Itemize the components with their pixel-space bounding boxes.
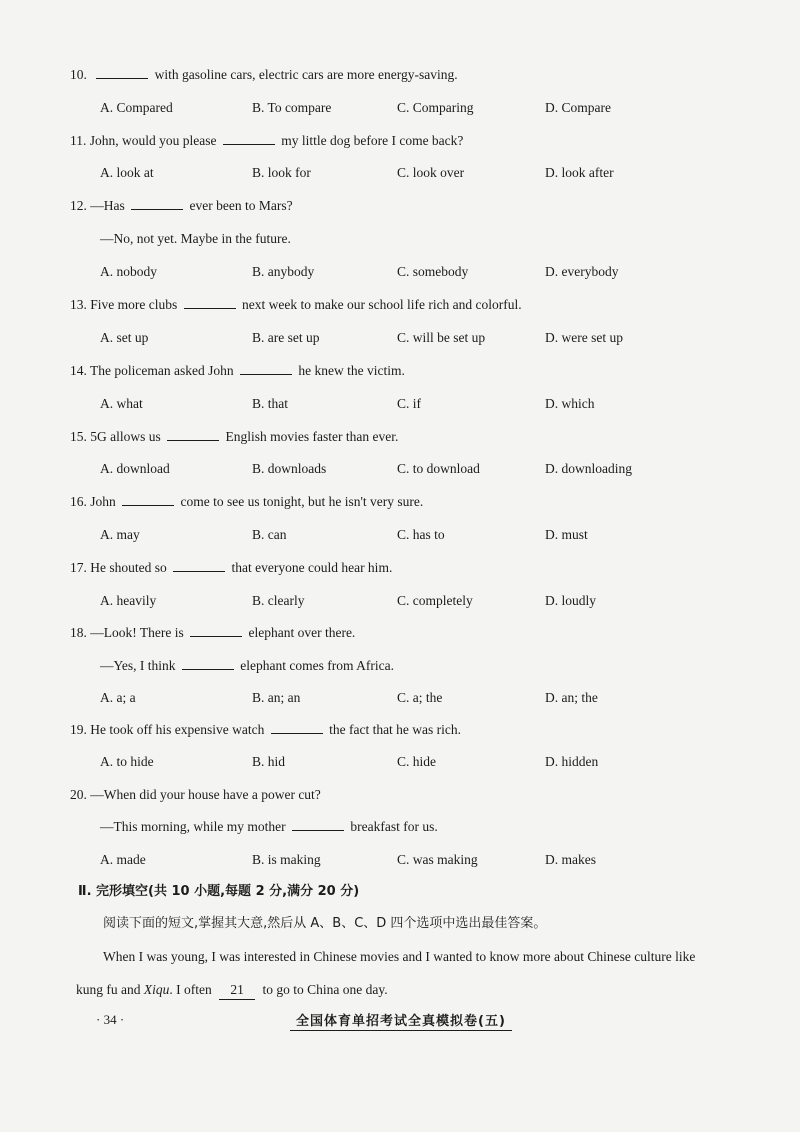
- option-a: A. Compared: [100, 100, 173, 115]
- option-c: C. was making: [397, 852, 478, 867]
- question-text-after: he knew the victim.: [298, 363, 405, 378]
- option-d: D. makes: [545, 852, 596, 867]
- question-16: [70, 493, 423, 511]
- section-instruction: 阅读下面的短文,掌握其大意,然后从 A、B、C、D 四个选项中选出最佳答案。: [103, 916, 547, 931]
- question-number: 17.: [70, 560, 87, 575]
- question-text-after: elephant over there.: [248, 625, 356, 640]
- option-b: B. clearly: [252, 593, 305, 608]
- option-a: A. nobody: [100, 264, 157, 279]
- option-d: D. an; the: [545, 690, 598, 705]
- question-text-before: 5G allows us: [90, 429, 161, 444]
- cloze-blank-21: 21: [219, 981, 255, 1000]
- question-text-after: with gasoline cars, electric cars are more energy-saving.: [154, 67, 458, 82]
- option-c: C. will be set up: [397, 330, 486, 345]
- question-text-after: come to see us tonight, but he isn't very sure.: [180, 494, 424, 509]
- option-d: D. must: [545, 527, 588, 542]
- option-c: C. look over: [397, 165, 465, 180]
- question-text-before: John: [90, 494, 116, 509]
- option-b: B. are set up: [252, 330, 320, 345]
- option-b: B. anybody: [252, 264, 315, 279]
- passage-text: . I often: [169, 982, 212, 997]
- option-a: A. may: [100, 527, 140, 542]
- answer-blank: [96, 66, 148, 79]
- option-a: A. look at: [100, 165, 154, 180]
- question-text-after: that everyone could hear him.: [231, 560, 393, 575]
- option-a: A. download: [100, 461, 170, 476]
- question-17: [70, 559, 392, 577]
- passage-line-1: When I was young, I was interested in Chinese movies and I wanted to know more about Chinese culture like: [103, 949, 696, 964]
- option-c: C. has to: [397, 527, 445, 542]
- question-10: [70, 66, 458, 84]
- option-a: A. made: [100, 852, 146, 867]
- question-text-before: John, would you please: [89, 133, 217, 148]
- option-a: A. set up: [100, 330, 149, 345]
- question-text-before: He took off his expensive watch: [90, 722, 265, 737]
- question-text-before: Five more clubs: [90, 297, 178, 312]
- question-text-after: my little dog before I come back?: [281, 133, 464, 148]
- option-b: B. an; an: [252, 690, 301, 705]
- option-c: C. if: [397, 396, 422, 411]
- passage-italic-term: Xiqu: [143, 982, 170, 997]
- answer-blank: [223, 132, 275, 145]
- reply-text-after: breakfast for us.: [350, 819, 438, 834]
- option-b: B. downloads: [252, 461, 327, 476]
- page-number: · 34 ·: [96, 1012, 125, 1027]
- question-number: 14.: [70, 363, 87, 378]
- answer-blank: [173, 559, 225, 572]
- option-c: C. to download: [397, 461, 480, 476]
- question-text-after: English movies faster than ever.: [225, 429, 399, 444]
- dialogue-reply: [100, 657, 394, 675]
- question-text-after: the fact that he was rich.: [329, 722, 462, 737]
- option-c: C. completely: [397, 593, 473, 608]
- answer-blank: [182, 657, 234, 670]
- question-number: 13.: [70, 297, 87, 312]
- option-d: D. were set up: [545, 330, 623, 345]
- passage-line-2: [76, 981, 388, 1000]
- question-text-before: —Has: [90, 198, 125, 213]
- answer-blank: [190, 624, 242, 637]
- option-a: A. a; a: [100, 690, 136, 705]
- question-15: [70, 428, 398, 446]
- question-13: [70, 296, 522, 314]
- question-number: 19.: [70, 722, 87, 737]
- option-c: C. Comparing: [397, 100, 474, 115]
- question-number: 12.: [70, 198, 87, 213]
- answer-blank: [240, 362, 292, 375]
- question-text-after: next week to make our school life rich and colorful.: [242, 297, 522, 312]
- reply-text-after: elephant comes from Africa.: [240, 658, 394, 673]
- option-a: A. what: [100, 396, 143, 411]
- option-b: B. hid: [252, 754, 286, 769]
- exam-title-footer: 全国体育单招考试全真模拟卷(五): [290, 1010, 512, 1031]
- question-text-after: ever been to Mars?: [189, 198, 293, 213]
- answer-blank: [292, 818, 344, 831]
- question-14: [70, 362, 405, 380]
- question-text-before: —Look! There is: [90, 625, 184, 640]
- question-number: 16.: [70, 494, 87, 509]
- option-b: B. can: [252, 527, 287, 542]
- option-d: D. downloading: [545, 461, 632, 476]
- question-18: [70, 624, 355, 642]
- question-text-before: The policeman asked John: [90, 363, 234, 378]
- dialogue-reply: —No, not yet. Maybe in the future.: [100, 231, 291, 246]
- reply-text-before: —Yes, I think: [100, 658, 176, 673]
- answer-blank: [271, 721, 323, 734]
- option-a: A. to hide: [100, 754, 154, 769]
- option-d: D. everybody: [545, 264, 619, 279]
- section-heading: Ⅱ. 完形填空(共 10 小题,每题 2 分,满分 20 分): [78, 884, 360, 899]
- option-b: B. look for: [252, 165, 311, 180]
- option-a: A. heavily: [100, 593, 157, 608]
- answer-blank: [184, 296, 236, 309]
- option-d: D. hidden: [545, 754, 599, 769]
- option-d: D. loudly: [545, 593, 597, 608]
- question-11: [70, 132, 463, 150]
- passage-text: kung fu and: [76, 982, 141, 997]
- option-d: D. Compare: [545, 100, 611, 115]
- option-b: B. To compare: [252, 100, 332, 115]
- question-number: 20.: [70, 787, 87, 802]
- option-d: D. look after: [545, 165, 614, 180]
- question-number: 18.: [70, 625, 87, 640]
- question-number: 15.: [70, 429, 87, 444]
- question-text-before: He shouted so: [90, 560, 167, 575]
- question-text-before: —When did your house have a power cut?: [90, 787, 321, 802]
- option-b: B. is making: [252, 852, 321, 867]
- question-19: [70, 721, 461, 739]
- option-d: D. which: [545, 396, 595, 411]
- question-12: [70, 197, 293, 215]
- reply-text-before: —This morning, while my mother: [100, 819, 286, 834]
- option-c: C. a; the: [397, 690, 443, 705]
- question-number: 10.: [70, 67, 87, 82]
- option-b: B. that: [252, 396, 288, 411]
- answer-blank: [122, 493, 174, 506]
- answer-blank: [131, 197, 183, 210]
- option-c: C. hide: [397, 754, 436, 769]
- passage-text: to go to China one day.: [262, 982, 388, 997]
- answer-blank: [167, 428, 219, 441]
- question-number: 11.: [70, 133, 87, 148]
- question-20: [70, 786, 321, 804]
- option-c: C. somebody: [397, 264, 469, 279]
- dialogue-reply: [100, 818, 438, 836]
